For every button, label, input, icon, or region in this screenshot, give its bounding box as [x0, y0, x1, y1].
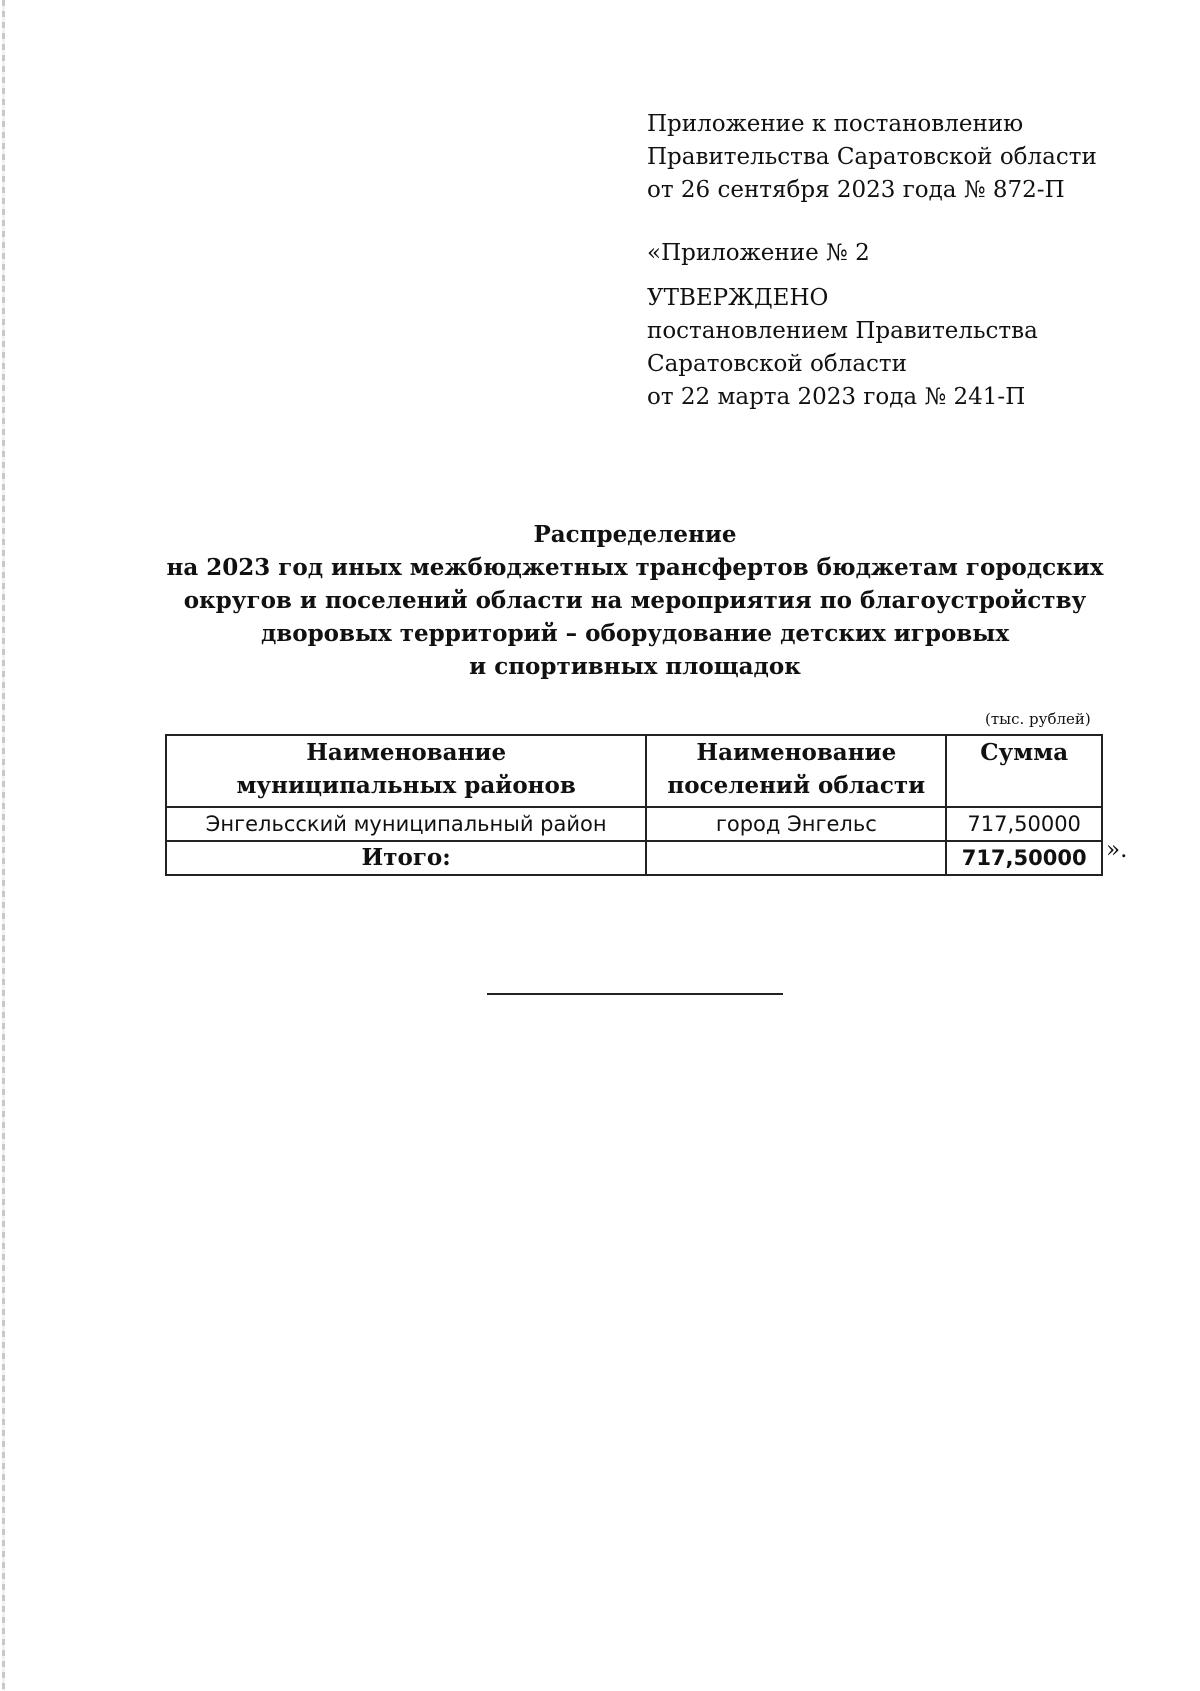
closing-quote: ».: [1106, 837, 1128, 863]
approved-line-1: постановлением Правительства: [647, 318, 1038, 344]
table-total-row: [166, 841, 1102, 875]
cell-amount: 717,50000: [946, 807, 1102, 841]
cell-settlement: город Энгельс: [646, 807, 946, 841]
title-line-5: и спортивных площадок: [469, 653, 801, 680]
total-label: Итого:: [166, 841, 646, 875]
title-line-2: на 2023 год иных межбюджетных трансфертов бюджетам городских: [166, 554, 1104, 581]
approved-line-2: Саратовской области: [647, 351, 907, 377]
title-line-3: округов и поселений области на мероприятия по благоустройству: [183, 587, 1087, 614]
header-settlements-line-1: Наименование: [696, 739, 897, 766]
table-row: [166, 807, 1102, 841]
cell-district: Энгельсский муниципальный район: [166, 807, 646, 841]
header-districts-line-2: муниципальных районов: [236, 772, 576, 799]
appendix-line-3: от 26 сентября 2023 года № 872-П: [647, 177, 1065, 203]
appendix-number: «Приложение № 2: [647, 240, 870, 266]
end-divider: [487, 993, 783, 995]
appendix-line-1: Приложение к постановлению: [647, 111, 1024, 137]
table-header-row: [166, 735, 1102, 807]
approved-line-3: от 22 марта 2023 года № 241-П: [647, 384, 1026, 410]
approved-label: УТВЕРЖДЕНО: [647, 285, 829, 311]
distribution-table: [165, 734, 1103, 876]
scan-edge-artifact: [2, 0, 5, 1691]
title-line-4: дворовых территорий – оборудование детских игровых: [260, 620, 1010, 647]
header-districts-line-1: Наименование: [306, 739, 507, 766]
document-title: [150, 518, 1120, 683]
units-note: (тыс. рублей): [985, 710, 1091, 728]
appendix-line-2: Правительства Саратовской области: [647, 144, 1097, 170]
total-settlement: [646, 841, 946, 875]
total-amount: 717,50000: [946, 841, 1102, 875]
title-line-1: Распределение: [533, 521, 737, 548]
header-settlements-line-2: поселений области: [667, 772, 926, 799]
header-settlements: [646, 735, 946, 807]
appendix-header: [647, 108, 1167, 414]
header-districts: [166, 735, 646, 807]
header-amount-label: Сумма: [980, 739, 1069, 766]
header-amount: [946, 735, 1102, 807]
